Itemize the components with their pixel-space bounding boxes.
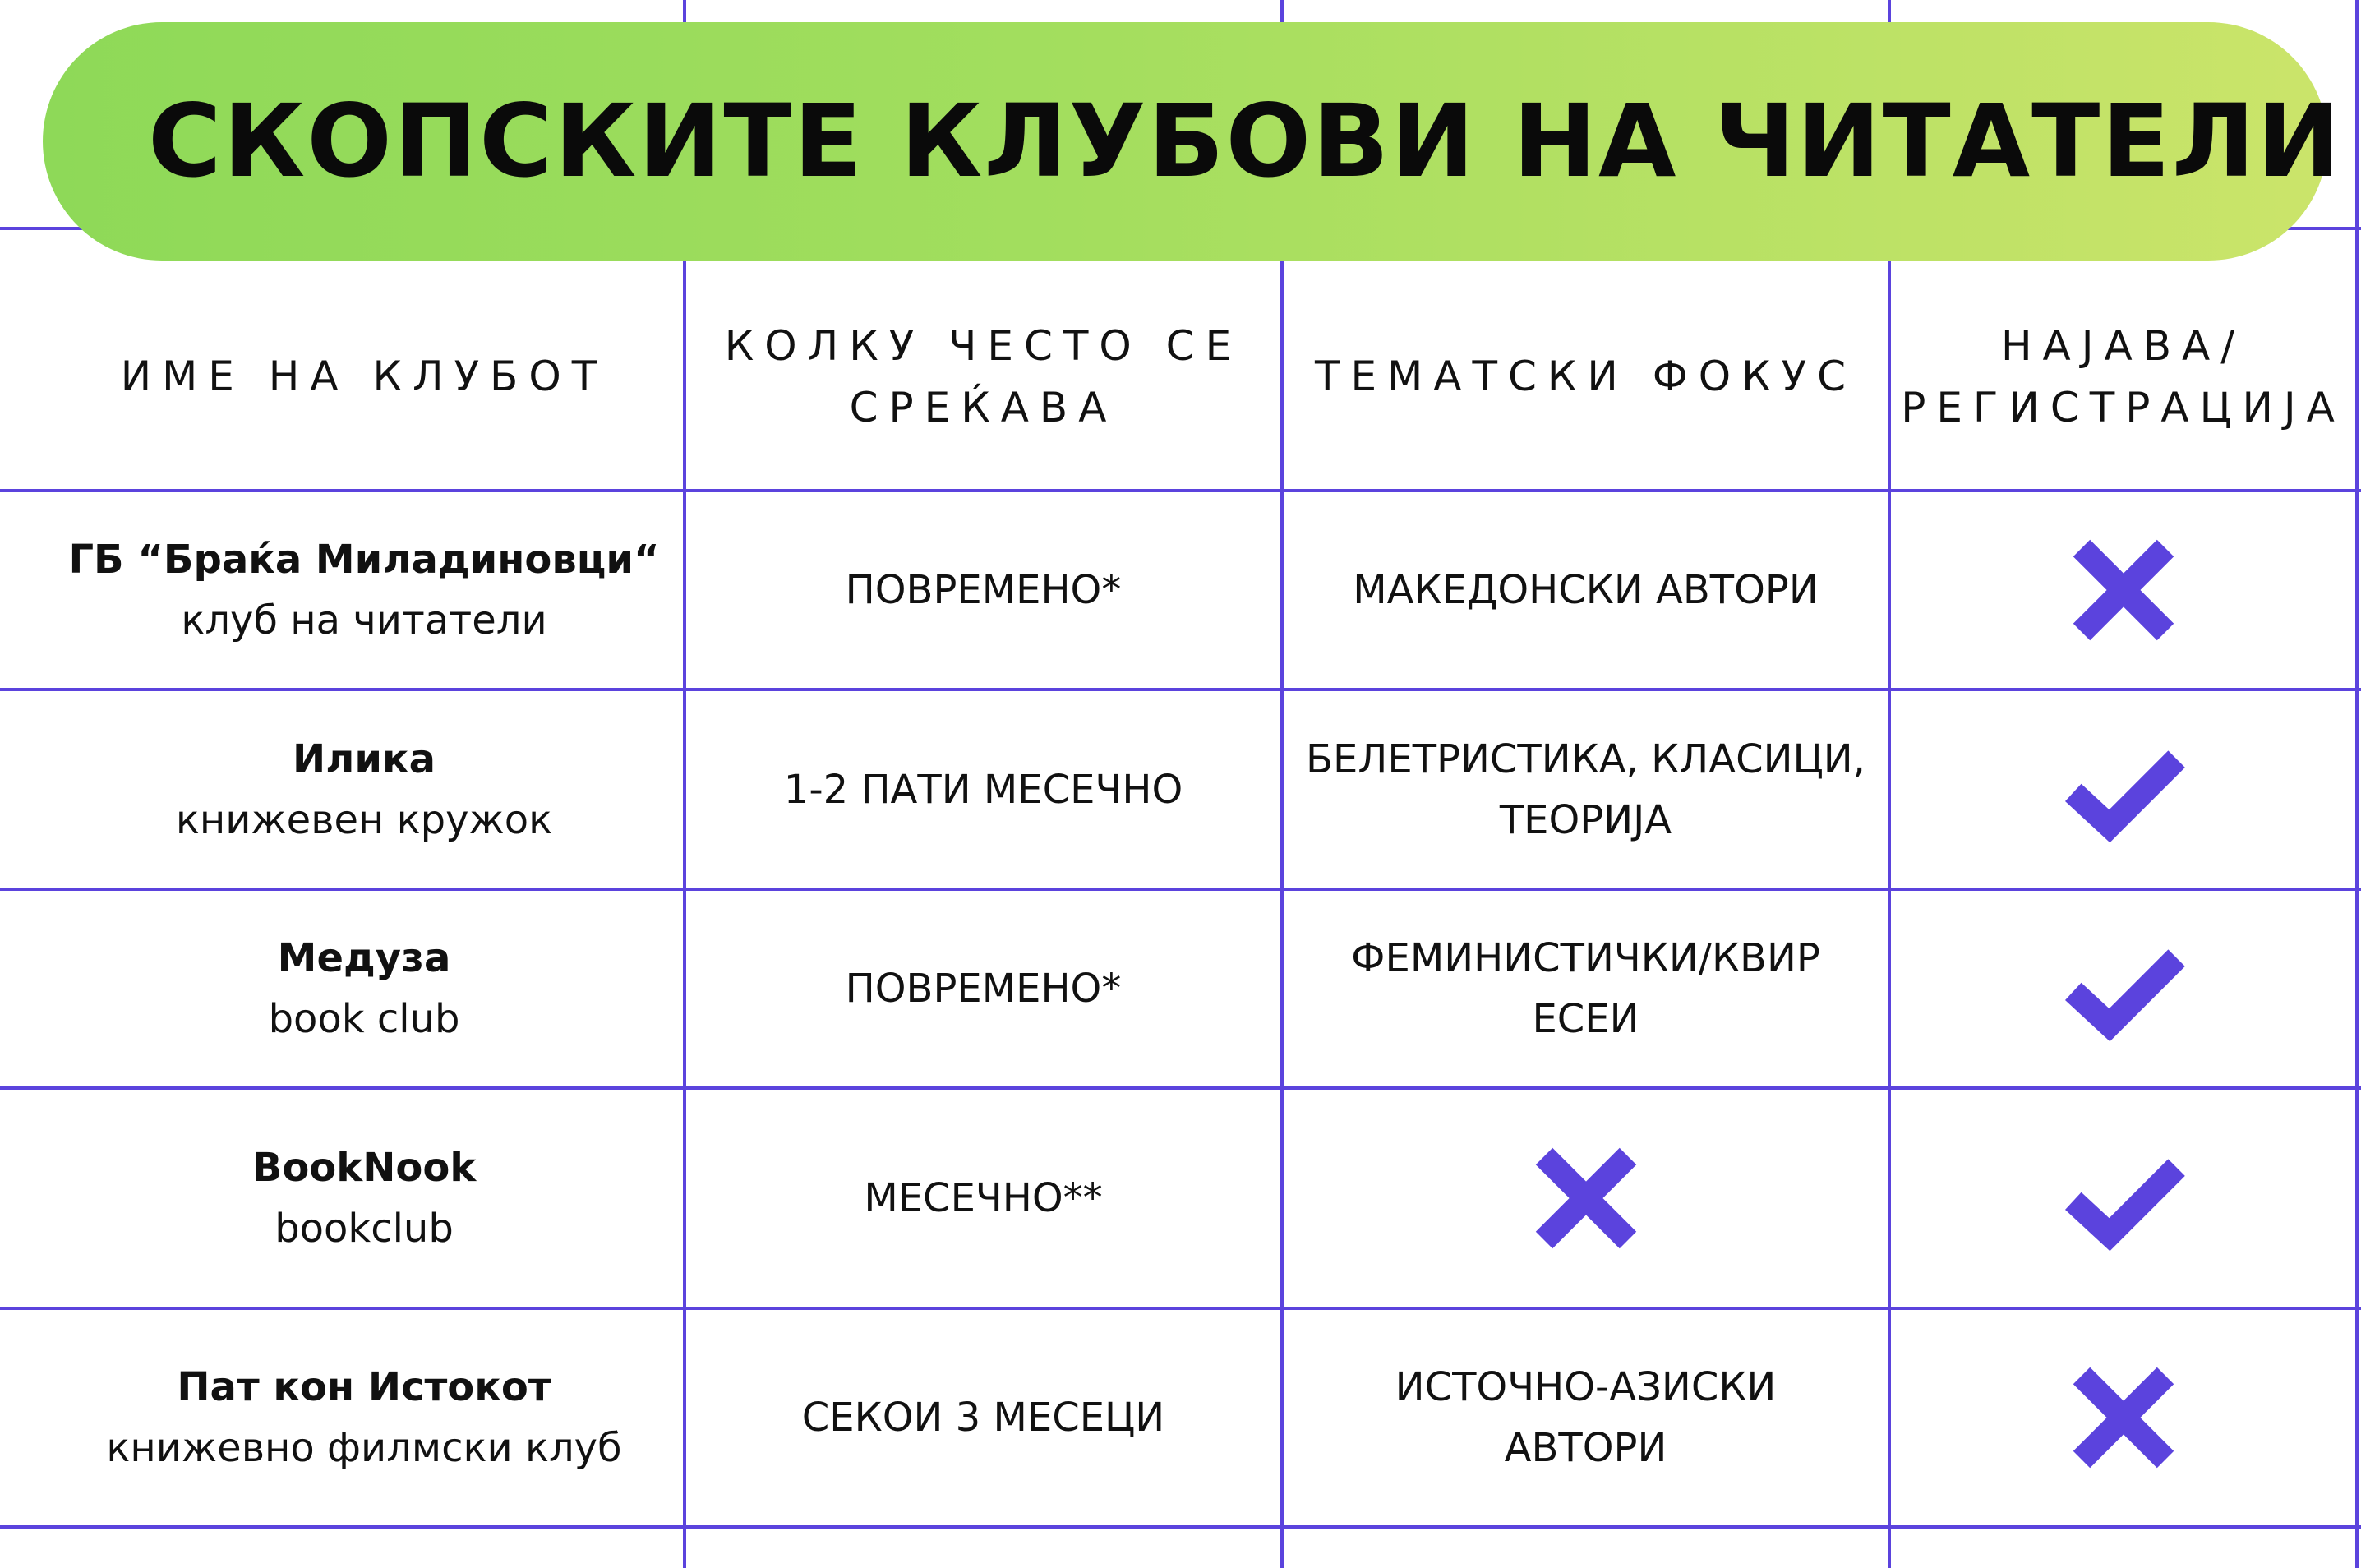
club-name: Медуза: [277, 935, 451, 981]
club-name: BookNook: [251, 1145, 477, 1191]
table-row-club-cell: [45, 891, 683, 1086]
grid-line-vertical: [2355, 0, 2359, 1568]
check-icon: [2054, 1128, 2193, 1268]
frequency-cell: [686, 1310, 1280, 1525]
focus-line: ФЕМИНИСТИЧКИ/КВИР: [1351, 935, 1820, 981]
column-header-line: РЕГИСТРАЦИЈА: [1901, 383, 2345, 431]
check-icon: [2054, 919, 2193, 1058]
club-type: book club: [268, 996, 460, 1042]
table-row-club-cell: [45, 691, 683, 888]
page-title: СКОПСКИТЕ КЛУБОВИ НА ЧИТАТЕЛИ: [148, 83, 2343, 200]
club-type: книжевен кружок: [175, 796, 553, 843]
club-type: bookclub: [274, 1206, 454, 1252]
column-header-club-name: [45, 265, 683, 489]
frequency-cell: [686, 691, 1280, 888]
frequency-cell: [686, 492, 1280, 688]
registration-cell: [1891, 1090, 2355, 1307]
column-header-line: ТЕМАТСКИ ФОКУС: [1314, 353, 1856, 400]
focus-cell: [1284, 891, 1888, 1086]
club-name: ГБ “Браќа Миладиновци“: [68, 537, 660, 583]
column-header-line: НАЈАВА/: [2000, 321, 2246, 370]
title-banner: [43, 22, 2343, 261]
check-icon: [2054, 720, 2193, 860]
club-type: книжевно филмски клуб: [106, 1425, 622, 1471]
frequency-value: ПОВРЕМЕНО*: [845, 966, 1122, 1012]
registration-cell: [1891, 492, 2355, 688]
cross-icon: [2054, 520, 2193, 660]
column-header-focus: [1284, 265, 1888, 489]
cross-icon: [1516, 1128, 1656, 1268]
frequency-cell: [686, 1090, 1280, 1307]
frequency-value: СЕКОИ 3 МЕСЕЦИ: [801, 1395, 1165, 1441]
focus-line: МАКЕДОНСКИ АВТОРИ: [1353, 567, 1819, 613]
focus-line: ИСТОЧНО-АЗИСКИ: [1395, 1364, 1777, 1410]
frequency-cell: [686, 891, 1280, 1086]
focus-cell: [1284, 691, 1888, 888]
column-header-registration: [1891, 265, 2355, 489]
table-row-club-cell: [45, 1090, 683, 1307]
cross-icon: [2054, 1348, 2193, 1487]
club-type: клуб на читатели: [181, 597, 547, 643]
registration-cell: [1891, 891, 2355, 1086]
club-name: Илика: [293, 736, 436, 782]
frequency-value: МЕСЕЧНО**: [864, 1175, 1103, 1221]
focus-line: БЕЛЕТРИСТИКА, КЛАСИЦИ,: [1306, 736, 1865, 782]
focus-line: АВТОРИ: [1504, 1425, 1667, 1471]
focus-line: ЕСЕИ: [1532, 996, 1639, 1042]
column-header-frequency: [686, 265, 1280, 489]
frequency-value: ПОВРЕМЕНО*: [845, 567, 1122, 613]
focus-cell: [1284, 492, 1888, 688]
column-header-line: ИМЕ НА КЛУБОТ: [120, 353, 608, 400]
table-row-club-cell: [45, 1310, 683, 1525]
focus-cell: [1284, 1310, 1888, 1525]
frequency-value: 1-2 ПАТИ МЕСЕЧНО: [783, 766, 1183, 813]
focus-cell: [1284, 1090, 1888, 1307]
focus-line: ТЕОРИЈА: [1499, 796, 1672, 843]
club-name: Пат кон Истокот: [177, 1364, 551, 1410]
column-header-line: СРЕЌАВА: [849, 383, 1118, 431]
table-row-club-cell: [45, 492, 683, 688]
grid-line-horizontal: [0, 1525, 2361, 1529]
registration-cell: [1891, 691, 2355, 888]
registration-cell: [1891, 1310, 2355, 1525]
column-header-line: КОЛКУ ЧЕСТО СЕ: [724, 321, 1243, 370]
